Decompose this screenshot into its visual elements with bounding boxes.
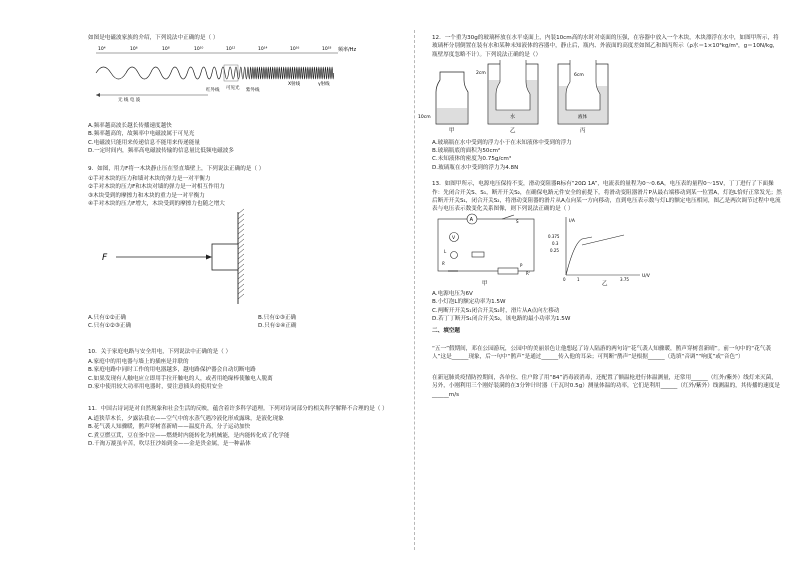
band-label: 无 线 电 波 — [118, 98, 141, 104]
wall-hatching — [238, 209, 244, 299]
slider-p-label: P — [520, 262, 523, 268]
band-labels — [118, 80, 330, 103]
inverted-bottle-yi — [496, 60, 530, 110]
q13-option-c[interactable]: C.两断开开关S₁闭合开关S₂时，滑片从A点向左移动 — [432, 307, 560, 314]
hatch-line — [238, 284, 244, 289]
label-jia: 甲 — [449, 128, 455, 135]
ytick-025: 0.25 — [550, 247, 559, 253]
wave-curve — [96, 67, 334, 79]
hatch-line — [238, 234, 244, 239]
q11-stem: 11．中国古诗词是对自然现象和社会生活的反映，蕴含着许多科学道理。下列对诗词部分的相关科学解释不合理的是（ ） — [88, 406, 388, 413]
question-14: “五一”假期间，邓在公园游玩，公园中的美丽景色让他想起了诗人陆游的两句诗“花气袭人知骤暖，鹊声穿树喜新晴”。前一句中的“花气袭人”这是______现象，后一句中“鹊声”是通过______传入他的耳朵；可判断“鹊声”是根据______（选填“音调”“响度”或“音色”） — [432, 346, 771, 361]
switch-s[interactable] — [502, 215, 514, 219]
q8-stem: 如图是电磁波家族的介绍，下列说法中正确的是（ ） — [88, 35, 219, 41]
arrow-head-icon — [96, 93, 100, 97]
band-label: 红外线 — [206, 88, 220, 94]
question-10 — [88, 348, 428, 391]
frequency-tick-label: 10¹² — [226, 47, 236, 53]
switch-s-label: S — [516, 218, 519, 224]
hatch-line — [238, 244, 244, 249]
ytick-0375: 0.375 — [548, 233, 560, 239]
inverted-bottle-bing — [566, 60, 600, 110]
q9-option-d[interactable]: D.只有①④正确 — [258, 323, 297, 330]
q11-option-c[interactable]: C.煮豆燃豆萁，豆在釜中泣——燃烧时内能转化为机械能，是内能转化成了化学能 — [88, 432, 290, 439]
question-8 — [88, 34, 428, 155]
q13-option-d[interactable]: D.若丁丁断开S₁闭合开关S₂，该电路的最小功率为1.5W — [432, 316, 571, 323]
graph-curve — [566, 237, 592, 275]
q8-option-c[interactable]: C.电磁波只能用来传递信息不能用来传递能量 — [88, 139, 200, 146]
q9-statement-3: ③木块受到的摩擦力和木块的重力是一对平衡力 — [88, 192, 205, 199]
liquid-label: 液体 — [578, 115, 587, 121]
rheostat-label: R' — [526, 270, 530, 276]
xtick-375: 3.75 — [620, 276, 629, 282]
wooden-block — [212, 244, 238, 270]
q9-statement-4: ④手对木块的压力F增大，木块受到的摩擦力也随之增大 — [88, 200, 225, 207]
graph-line — [582, 235, 624, 245]
q12-option-b[interactable]: B.玻璃瓶底的面积为50cm² — [432, 147, 501, 154]
q12-option-c[interactable]: C.未知液体的密度为0.75g/cm³ — [432, 156, 512, 163]
q9-option-a[interactable]: A.只有①②正确 — [88, 314, 126, 321]
resistor-r-label: R — [442, 260, 445, 266]
frequency-tick-label: 10¹⁸ — [322, 47, 332, 53]
q10-stem: 10．关于家庭电路与安全用电，下列说法中正确的是（ ） — [88, 349, 232, 356]
voltmeter-symbol: V — [452, 235, 456, 241]
label-yi: 乙 — [602, 280, 608, 287]
q13-stem: 13．如图甲所示，电源电压保持不变，滑动变阻器R标有“20Ω 1A”，电流表的量程为0～0.6A，电压表的量程0～15V，丁丁进行了下面操作：先闭合开关S、S₁，断开开关S₂，在确保电路元件安全的前提下，将滑动变阻器滑片P从最右端移动到某一位置A，灯泡L恰好正常发光；然后断开开关S₁，闭合开关S₂，将滑动变阻器的滑片从A点向某一方向移动，直到电压表示数与灯L的额定电压相同，图乙是两次调节过程中电流表与电压表示数变化关系图像，则下列说法正确的是（ ） — [432, 181, 782, 213]
arrow-head-icon — [206, 255, 212, 260]
iu-graph — [548, 217, 651, 287]
frequency-tick-label: 10¹⁰ — [194, 47, 204, 53]
q8-option-d[interactable]: D.一定时间内，频率高电磁波传输的信息量比低频电磁波多 — [88, 147, 234, 154]
hatch-line — [238, 224, 244, 229]
band-label: 可见光 — [226, 86, 240, 92]
circuit-and-graph-figure — [432, 215, 662, 287]
q12-option-a[interactable]: A.玻璃瓶在水中受到的浮力小于在未知液体中受到的浮力 — [432, 139, 572, 146]
q9-options — [88, 314, 428, 331]
label-jia: 甲 — [482, 280, 488, 287]
band-label: γ射线 — [318, 82, 330, 88]
hatch-line — [238, 219, 244, 224]
xtick-0: 0 — [563, 276, 566, 282]
hatch-line — [238, 209, 244, 214]
band-label: X射线 — [288, 82, 301, 88]
dim-label-10cm: 10cm — [418, 115, 431, 121]
bottle-figures — [418, 60, 652, 135]
hatch-line — [238, 264, 244, 269]
hatch-line — [238, 249, 244, 254]
graph-ylabel: I/A — [569, 218, 575, 224]
label-bing: 丙 — [580, 128, 586, 135]
section-title-fill-blank: 二、填空题 — [432, 327, 460, 334]
hatch-line — [238, 229, 244, 234]
hatch-line — [238, 214, 244, 219]
rheostat[interactable] — [498, 268, 518, 274]
q8-option-b[interactable]: B.频率越高的，故频率中电磁波属于可见光 — [88, 131, 195, 138]
q12-option-d[interactable]: D.玻璃瓶在水中受到的浮力为4.8N — [432, 164, 519, 171]
frequency-ticks — [98, 46, 332, 52]
hatch-line — [238, 239, 244, 244]
question-15: 在新冠肺炎疫情防控期间，各单位、住户除了用“84”消毒液消毒，还配置了额温枪进行体温测量，还常用______（红外/紫外）线灯来灭菌，另外，小刚利用三个刚好装满的在3分钟计时器（千瓦时0.5g）测量体温的功率，它们是利用______（红外/紫外）线测温的，其传播的速度是______m/s — [432, 374, 780, 398]
q11-option-b[interactable]: B.花气袭人知骤暖，鹊声穿树喜新晴——温度升高，分子运动加快 — [88, 424, 251, 431]
hatch-line — [238, 274, 244, 279]
q12-stem: 12．一个重为30g的玻璃杯放在水平桌面上，内装10cm高的水时对桌面的压强，在容器中放入一个木块，木块漂浮在水中，如图甲所示，将玻璃杯分别倒置在装有水和某种未知液体的容器中，静止后，瓶内、外液面的高度差如图乙和图丙所示（ρ水＝1×10³kg/m³，g＝10N/kg，瓶壁厚度忽略不计）。下列说法正确的是（） — [432, 35, 779, 58]
frequency-tick-label: 10⁸ — [162, 47, 170, 53]
bottle-jia-water — [436, 108, 467, 124]
q9-option-b[interactable]: B.只有①③正确 — [258, 314, 297, 321]
hatch-line — [238, 254, 244, 259]
frequency-tick-label: 10⁴ — [98, 47, 106, 53]
q9-statement-2: ②手对木块的压力F和木块对墙的弹力是一对相互作用力 — [88, 184, 225, 191]
band-label: 紫外线 — [246, 88, 260, 94]
left-column — [88, 34, 428, 448]
frequency-tick-label: 10¹⁶ — [290, 47, 300, 53]
ammeter-symbol: A — [469, 216, 474, 223]
q9-statement-1: ①手对木块的压力和墙对木块的弹力是一对平衡力 — [88, 175, 211, 182]
hatch-line — [238, 279, 244, 284]
q8-option-a[interactable]: A.频率越高波长越长传播速度越快 — [88, 122, 172, 129]
q11-option-a[interactable]: A.道狭草木长，夕露沾我衣——空气中的水蒸气遇冷液化形成露珠，是液化现象 — [88, 415, 284, 422]
hatch-line — [238, 259, 244, 264]
question-11 — [88, 405, 428, 448]
q13-option-b[interactable]: B.小灯泡L的额定功率为1.5W — [432, 299, 506, 306]
question-12 — [418, 34, 782, 172]
question-13 — [432, 180, 782, 324]
resistor-r0 — [472, 252, 484, 257]
ytick-03: 0.3 — [552, 240, 559, 246]
q10-option-b[interactable]: B.家庭电路中同时工作的用电器越多，越电路保护器会自动切断电路 — [88, 367, 256, 374]
force-label: F — [102, 253, 108, 264]
hatch-line — [238, 294, 244, 299]
right-column — [418, 34, 782, 400]
graph-xlabel: U/V — [642, 273, 650, 279]
dim-label-6cm: 6cm — [574, 73, 584, 79]
q13-option-a[interactable]: A.电源电压为6V — [432, 291, 473, 298]
q9-option-c[interactable]: C.只有①②③正确 — [88, 323, 132, 330]
q9-stem: 9．如图，用力F将一木块静止压在竖直墙壁上，下列说法正确的是（ ） — [88, 166, 265, 173]
xtick-1: 1 — [577, 276, 580, 282]
lamp-label: L — [444, 248, 447, 254]
lamp-l — [451, 251, 458, 258]
frequency-unit: 频率/Hz — [338, 47, 357, 54]
hatch-line — [238, 269, 244, 274]
q10-option-d[interactable]: D.家中使用较大功率用电器时，要注意插头的使用安全 — [88, 384, 223, 391]
frequency-tick-label: 10⁶ — [130, 47, 138, 53]
hatch-line — [238, 289, 244, 294]
wall-block-figure — [88, 208, 288, 308]
question-9 — [88, 165, 428, 330]
q11-option-d[interactable]: D.千淘万漉虽辛苦，吹尽狂沙始到金——金是贵金属，是一种晶体 — [88, 440, 251, 447]
water-label: 水 — [510, 114, 516, 121]
label-yi: 乙 — [510, 128, 516, 135]
q10-option-c[interactable]: C.如果发现有人触电应立即用手拉开触电的人，或者用绝缘棒使触电人脱离 — [88, 375, 273, 382]
q10-option-a[interactable]: A.家庭中的用电器与墙上的插座是并联的 — [88, 358, 189, 365]
em-spectrum-figure — [88, 43, 418, 118]
dim-label-2cm: 2cm — [476, 71, 486, 77]
frequency-tick-label: 10¹⁴ — [258, 47, 268, 53]
